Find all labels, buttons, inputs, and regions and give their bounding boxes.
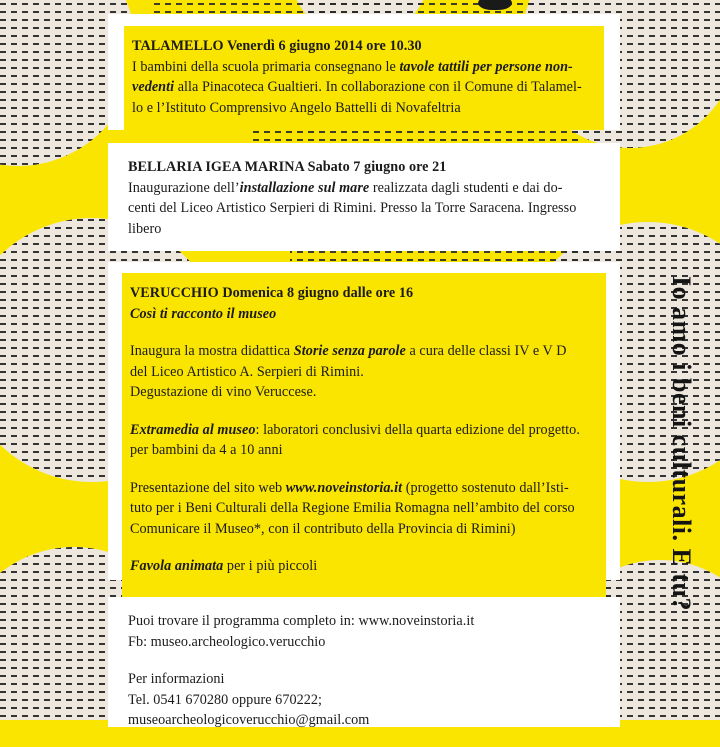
text-span: lo e l’Istituto Comprensivo Angelo Battelli di Novafeltria [132, 99, 461, 116]
text-span: tavole tattili per persone non- [399, 58, 573, 75]
paragraph-gap [130, 539, 598, 556]
event-card-talamello [108, 14, 620, 130]
card-inner [108, 143, 620, 255]
event-text-line [132, 36, 596, 57]
text-span: vedenti [132, 79, 175, 95]
event-text-line [130, 420, 598, 441]
text-span: Degustazione di vino Veruccese. [130, 384, 317, 400]
event-card-verucchio [108, 262, 620, 580]
text-span: BELLARIA IGEA MARINA [128, 159, 308, 175]
event-text-line [130, 382, 598, 403]
text-span: del Liceo Artistico A. Serpieri di Rimini. [130, 363, 364, 380]
card-inner [108, 14, 620, 142]
text-span: installazione sul mare [239, 179, 370, 196]
event-text-line [128, 669, 600, 690]
paragraph-gap [130, 324, 598, 341]
event-text-line [130, 440, 598, 461]
text-span: Inaugura la mostra didattica [130, 343, 294, 359]
event-text-line [132, 77, 596, 98]
paragraph-gap [130, 577, 598, 594]
event-text-line [128, 690, 600, 711]
text-span: centi del Liceo Artistico Serpieri di Rimini. Presso la Torre Saracena. Ingresso [128, 200, 577, 216]
text-span: Puoi trovare il programma completo in: www.noveinstoria.it [128, 613, 475, 629]
event-text-line [130, 304, 598, 325]
text-span: Così ti racconto il museo [130, 305, 277, 322]
event-text-line [128, 710, 600, 731]
text-span: Domenica 8 giugno dalle ore 16 [222, 285, 414, 301]
vertical-slogan: Io amo i beni culturali. E tu? [667, 276, 696, 611]
text-span: Venerdì 6 giugno 2014 ore 10.30 [226, 38, 422, 54]
event-text-line [128, 178, 600, 199]
text-span: per i più piccoli [223, 558, 318, 574]
text-span: per bambini da 4 a 10 anni [130, 442, 283, 458]
text-span: TALAMELLO [132, 38, 227, 54]
text-span: Tel. 0541 670280 oppure 670222; [128, 691, 323, 708]
info-card [108, 597, 620, 727]
event-text-line [130, 283, 598, 304]
text-span: museoarcheologicoverucchio@gmail.com [128, 712, 370, 728]
text-span: libero [128, 220, 162, 237]
event-text-line [128, 157, 600, 178]
text-span: tuto per i Beni Culturali della Regione Emilia Romagna nell’ambito del corso [130, 500, 575, 516]
card-inner [108, 597, 620, 747]
text-span: Favola animata [130, 558, 224, 574]
text-span: www.noveinstoria.it [285, 479, 403, 496]
event-card-bellaria-igea-marina [108, 143, 620, 251]
text-span: a cura delle classi IV e V D [405, 343, 567, 359]
event-text-line [130, 478, 598, 499]
event-text-line [128, 611, 600, 632]
event-text-line [130, 362, 598, 383]
event-text-line [132, 57, 596, 78]
event-text-line [130, 341, 598, 362]
text-span: alla Pinacoteca Gualtieri. In collaborazione con il Comune di Talamel- [174, 79, 582, 95]
event-text-line [128, 632, 600, 653]
event-text-line [130, 556, 598, 577]
event-text-line [132, 98, 596, 119]
event-text-line [130, 498, 598, 519]
text-span: I bambini della scuola primaria consegnano le [132, 58, 400, 75]
highlight-block [122, 273, 606, 626]
text-span: Extramedia al museo [130, 421, 256, 438]
text-span: Fb: museo.archeologico.verucchio [128, 633, 326, 650]
text-span: (progetto sostenuto dall’Isti- [402, 479, 569, 496]
event-text-line [128, 198, 600, 219]
text-span: Inaugurazione dell’ [128, 179, 240, 196]
event-text-line [130, 519, 598, 540]
text-span: Storie senza parole [293, 343, 406, 359]
paragraph-gap [130, 403, 598, 420]
text-span: Per informazioni [128, 671, 225, 687]
event-text-line [128, 219, 600, 240]
text-span: Sabato 7 giugno ore 21 [307, 159, 447, 175]
paragraph-gap [130, 461, 598, 478]
highlight-block [124, 26, 604, 130]
text-span: Comunicare il Museo*, con il contributo della Provincia di Rimini) [130, 520, 516, 537]
card-inner [108, 262, 620, 637]
text-span: : laboratori conclusivi della quarta edizione del progetto. [255, 421, 580, 438]
text-span: Presentazione del sito web [130, 479, 286, 496]
paragraph-gap [128, 652, 600, 669]
text-span: VERUCCHIO [130, 285, 223, 301]
text-span: realizzata dagli studenti e dai do- [369, 179, 563, 196]
